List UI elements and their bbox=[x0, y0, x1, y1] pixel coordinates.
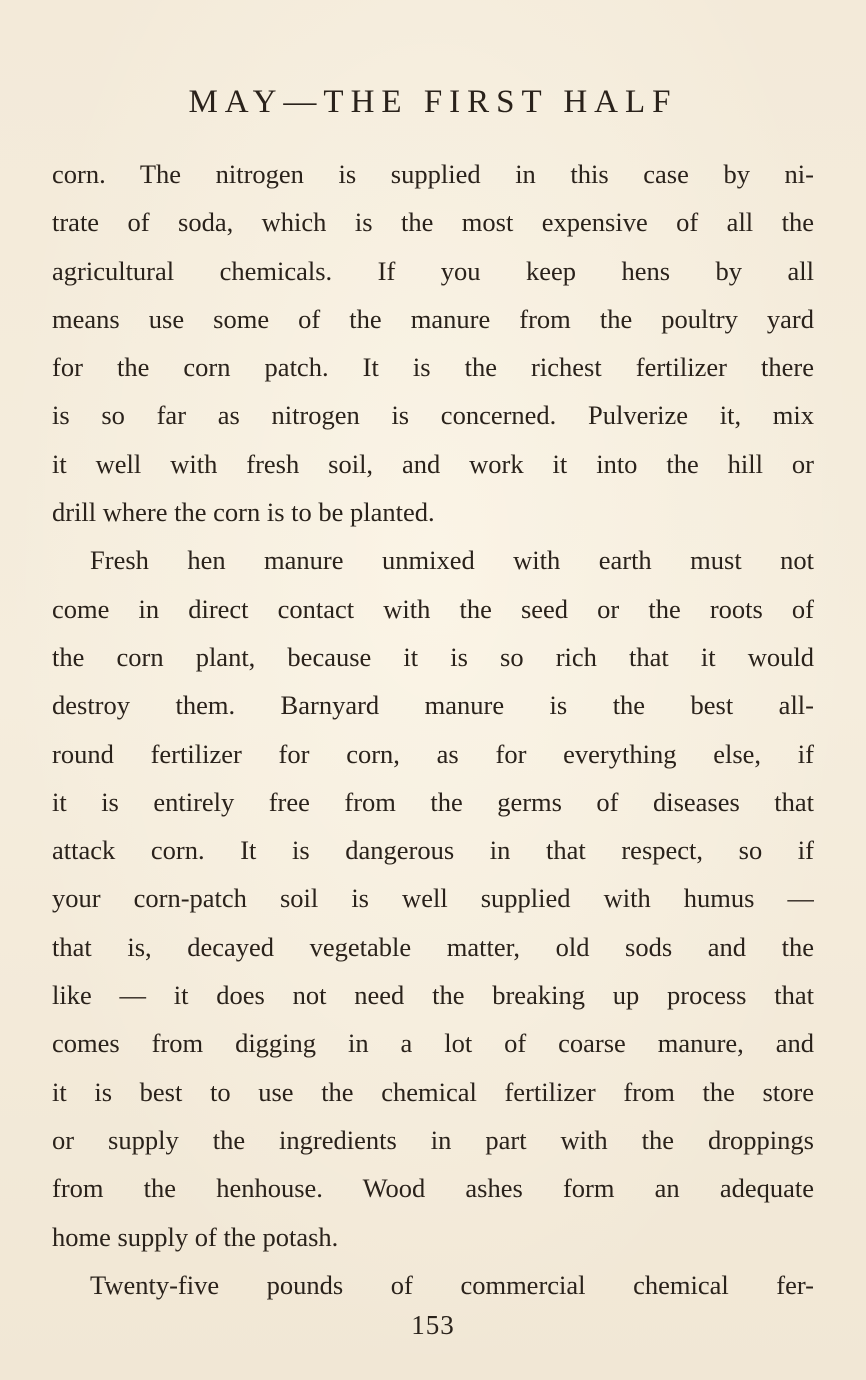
text-line: for the corn patch. It is the richest fertilizer there bbox=[52, 352, 814, 383]
text-line: like — it does not need the breaking up process that bbox=[52, 980, 814, 1011]
text-line: Fresh hen manure unmixed with earth must not bbox=[90, 545, 814, 576]
text-line: the corn plant, because it is so rich that it would bbox=[52, 641, 814, 672]
text-line: means use some of the manure from the poultry yard bbox=[52, 303, 814, 334]
text-line: comes from digging in a lot of coarse manure, and bbox=[52, 1028, 814, 1059]
text-line: destroy them. Barnyard manure is the best all- bbox=[52, 690, 814, 721]
text-line: it well with fresh soil, and work it into the hill or bbox=[52, 448, 814, 479]
text-line: or supply the ingredients in part with the droppings bbox=[52, 1124, 814, 1155]
text-line: drill where the corn is to be planted. bbox=[52, 497, 435, 528]
text-line: Twenty-five pounds of commercial chemical fer- bbox=[90, 1269, 814, 1300]
text-line: home supply of the potash. bbox=[52, 1221, 339, 1252]
text-line: is so far as nitrogen is concerned. Pulverize it, mix bbox=[52, 400, 814, 431]
page-number: 153 bbox=[411, 1310, 455, 1340]
text-line: come in direct contact with the seed or the roots of bbox=[52, 593, 814, 624]
body-text bbox=[52, 150, 814, 1309]
text-line: corn. The nitrogen is supplied in this case by ni- bbox=[52, 159, 814, 189]
text-line: trate of soda, which is the most expensive of all the bbox=[52, 207, 814, 238]
text-line: it is best to use the chemical fertilizer from the store bbox=[52, 1076, 814, 1107]
text-line: it is entirely free from the germs of diseases that bbox=[52, 786, 814, 817]
text-line: attack corn. It is dangerous in that respect, so if bbox=[52, 835, 814, 866]
text-line: that is, decayed vegetable matter, old sods and the bbox=[52, 931, 814, 962]
text-line: round fertilizer for corn, as for everything else, if bbox=[52, 738, 814, 769]
running-head: MAY—THE FIRST HALF bbox=[188, 84, 678, 120]
text-line: agricultural chemicals. If you keep hens by all bbox=[52, 255, 814, 286]
text-line: your corn-patch soil is well supplied with humus — bbox=[52, 883, 814, 914]
text-line: from the henhouse. Wood ashes form an adequate bbox=[52, 1173, 814, 1204]
